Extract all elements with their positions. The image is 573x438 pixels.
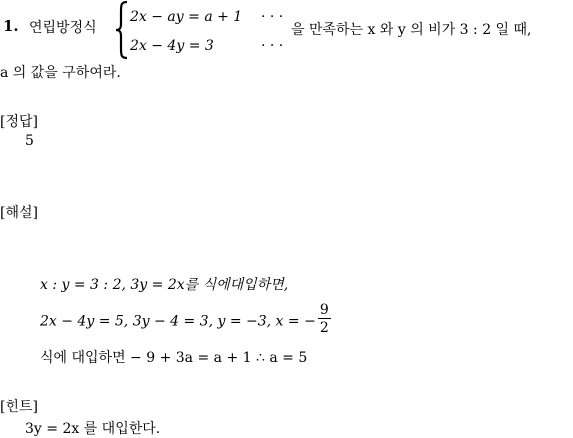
problem-text-line1: 을 만족하는 x 와 y 의 비가 3 : 2 일 때, — [291, 22, 532, 38]
equation-2: 2x − 4y = 3 — [130, 38, 214, 54]
hint-label: [힌트] — [0, 399, 38, 415]
system-brace — [115, 0, 129, 60]
solution-step-3: 식에 대입하면 − 9 + 3a = a + 1 ∴ a = 5 — [40, 350, 308, 366]
equation-1-dots: · · · — [261, 9, 284, 25]
fraction-denominator: 2 — [319, 320, 329, 336]
solution-step-2-text: 2x − 4y = 5, 3y − 4 = 3, y = −3, x = − — [40, 313, 316, 330]
solution-step-2 — [40, 304, 331, 339]
fraction-numerator: 9 — [319, 302, 329, 318]
problem-text-line2: a 의 값을 구하여라. — [0, 65, 121, 81]
answer-value: 5 — [25, 133, 34, 149]
solution-label: [해설] — [0, 205, 38, 221]
equation-1: 2x − ay = a + 1 — [130, 9, 243, 25]
answer-label: [정답] — [0, 114, 38, 130]
problem-intro: 연립방정식 — [29, 20, 97, 36]
equation-2-dots: · · · — [261, 38, 284, 54]
hint-text: 3y = 2x 를 대입한다. — [25, 421, 161, 437]
problem-number: 1. — [3, 17, 19, 35]
solution-step-1: x : y = 3 : 2, 3y = 2x를 식에대입하면, — [40, 277, 289, 293]
fraction-nine-halves — [318, 302, 331, 337]
